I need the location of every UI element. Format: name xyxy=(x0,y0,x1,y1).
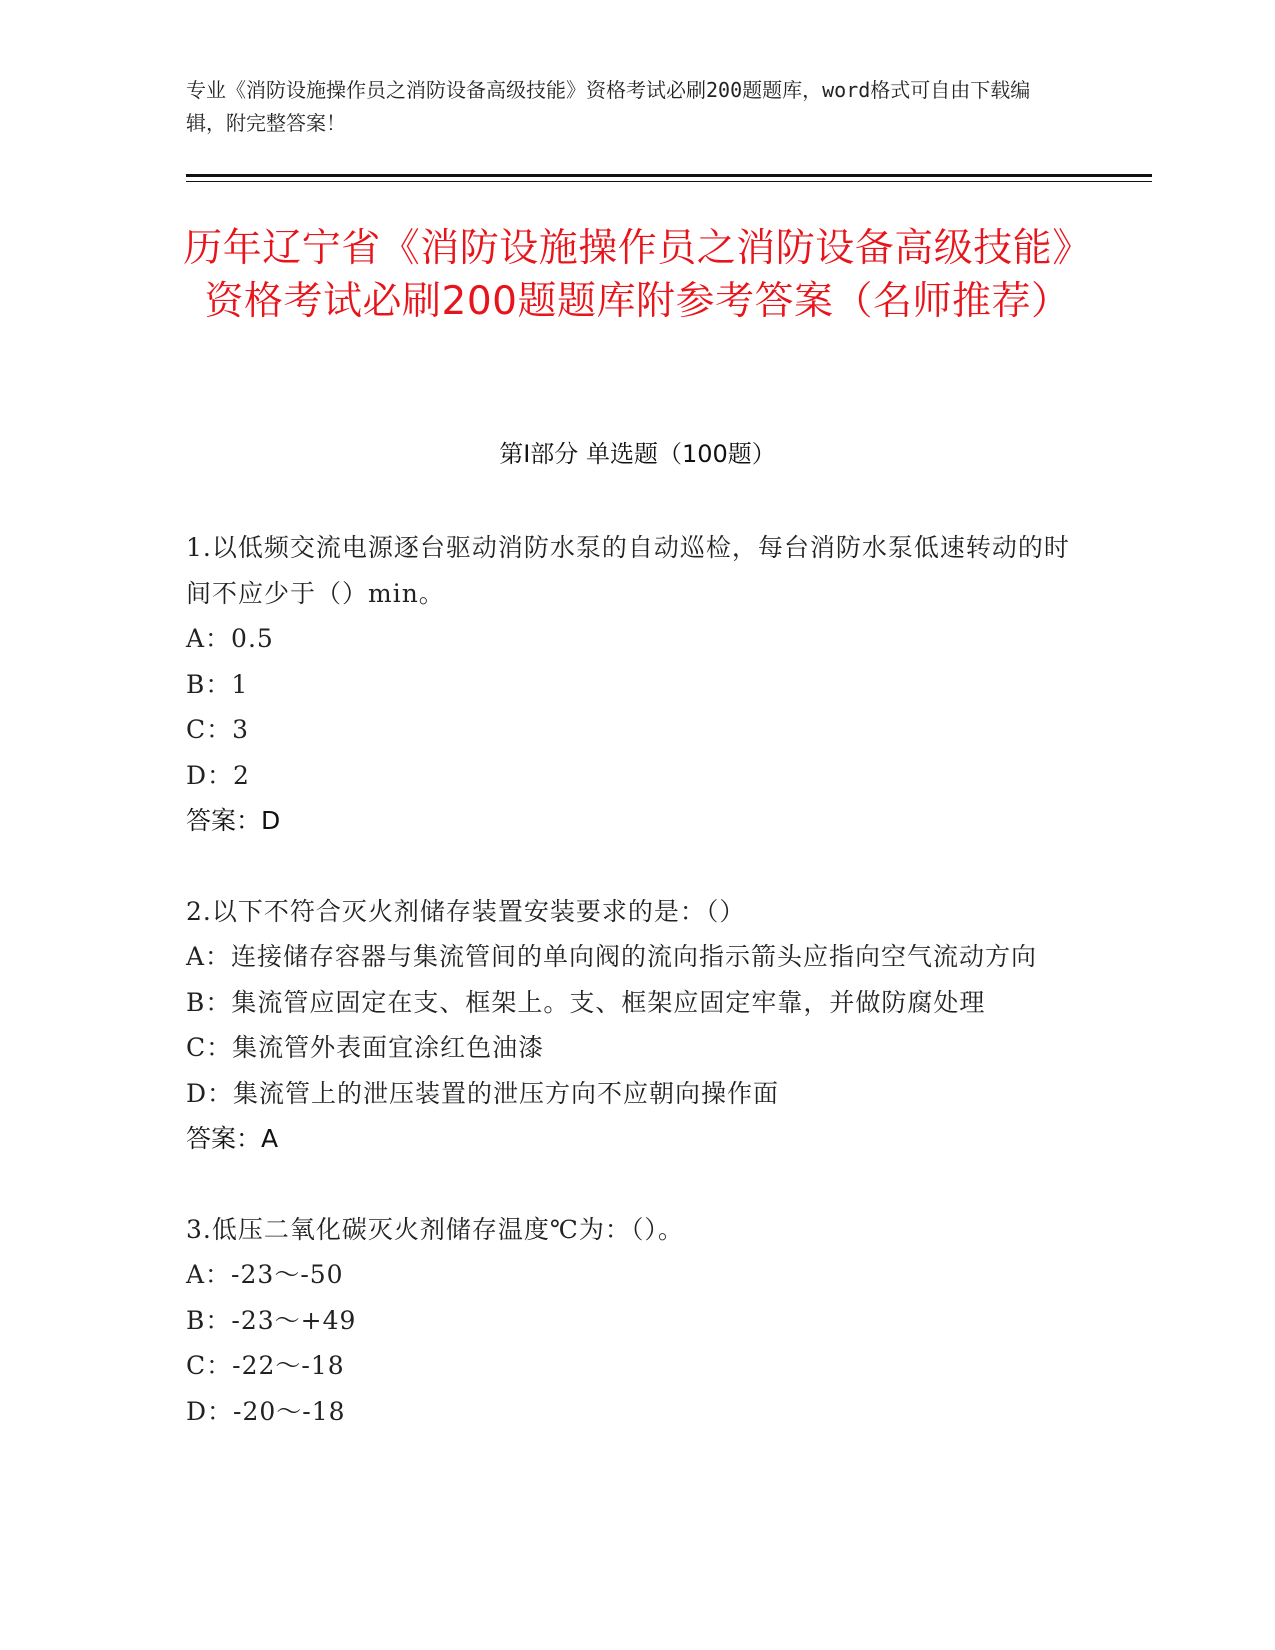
option-d: D：2 xyxy=(186,760,250,790)
question-1 xyxy=(186,525,1086,844)
header-note: 专业《消防设施操作员之消防设备高级技能》资格考试必刷200题题库，word格式可自由下载编辑，附完整答案！ xyxy=(186,78,1031,135)
section-heading: 第Ⅰ部分 单选题（100题） xyxy=(499,440,776,468)
option-b: B：-23～+49 xyxy=(186,1305,357,1335)
answer-line: 答案：A xyxy=(186,1124,279,1153)
option-c: C：集流管外表面宜涂红色油漆 xyxy=(186,1033,545,1062)
option-a: A：-23～-50 xyxy=(186,1260,344,1289)
option-c: C：-22～-18 xyxy=(186,1351,345,1380)
option-a: A：0.5 xyxy=(186,624,274,653)
question-stem: 3.低压二氧化碳灭火剂储存温度℃为：（）。 xyxy=(186,1214,684,1244)
answer-line: 答案：D xyxy=(186,806,281,835)
option-c: C：3 xyxy=(186,715,250,744)
question-stem: 1.以低频交流电源逐台驱动消防水泵的自动巡检，每台消防水泵低速转动的时间不应少于（）min。 xyxy=(186,533,1070,608)
question-2 xyxy=(186,889,1086,1162)
question-stem: 2.以下不符合灭火剂储存装置安装要求的是：（） xyxy=(186,896,746,926)
question-list xyxy=(186,525,1086,1434)
header-rule-thin xyxy=(186,181,1152,182)
document-title: 历年辽宁省《消防设施操作员之消防设备高级技能》资格考试必刷200题题库附参考答案（名师推荐） xyxy=(183,226,1092,324)
question-3 xyxy=(186,1207,1086,1435)
option-d: D：集流管上的泄压装置的泄压方向不应朝向操作面 xyxy=(186,1078,780,1108)
option-b: B：集流管应固定在支、框架上。支、框架应固定牢靠，并做防腐处理 xyxy=(186,987,986,1017)
option-d: D：-20～-18 xyxy=(186,1396,346,1426)
option-b: B：1 xyxy=(186,669,249,699)
option-a: A：连接储存容器与集流管间的单向阀的流向指示箭头应指向空气流动方向 xyxy=(186,942,1038,971)
header-rule-thick xyxy=(186,174,1152,177)
